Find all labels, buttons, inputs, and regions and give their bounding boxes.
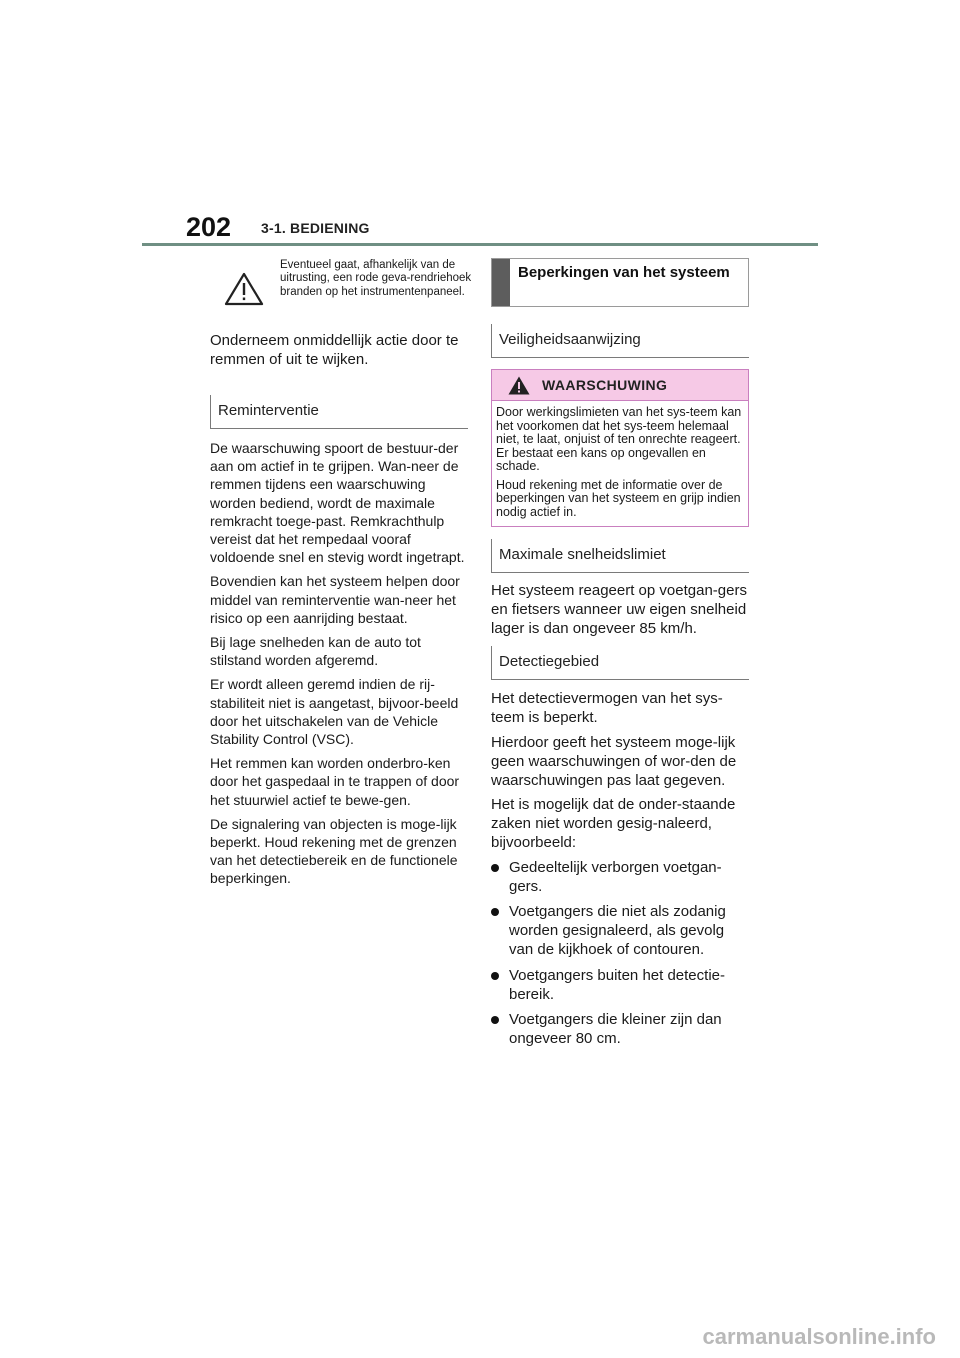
paragraph: De waarschuwing spoort de bestuur-der aan om actief in te grijpen. Wan-neer de remmen tijdens een waarschuwing worden bediend, wordt de maximale remkracht toege-past. Remkrachthulp vereist dat het rempedaal vooraf voldoende snel en stevig wordt ingetrapt. [210,440,465,566]
right-column [491,254,749,1056]
list-item [491,859,749,897]
warning-title: WAARSCHUWING [542,377,668,393]
paragraph: Er wordt alleen geremd indien de rij-stabiliteit niet is aangetast, bijvoor-beeld door het uitschakelen van de Vehicle Stability Control (VSC). [210,676,459,748]
bullet-dot-icon [491,864,499,872]
bullet-dot-icon [491,908,499,916]
detectie-body [491,690,749,1049]
reminterventie-body [210,439,468,888]
bullet-dot-icon [491,972,499,980]
warning-box [491,369,749,527]
warning-paragraph: Door werkingslimieten van het sys-teem kan het voorkomen dat het sys-teem helemaal niet, te laat, onjuist of ten onrechte reageert. Er bestaat een kans op ongevallen en schade. [496,405,742,473]
warning-triangle-icon [224,272,264,306]
list-item-text: Voetgangers die kleiner zijn dan ongeveer 80 cm. [509,1011,722,1048]
subhead-veiligheid: Veiligheidsaanwijzing [491,324,749,358]
section-heading: Beperkingen van het systeem [518,264,730,281]
warning-paragraph: Houd rekening met de informatie over de beperkingen van het systeem en grijp indien nodig actief in. [496,477,741,519]
bullet-list [491,859,749,1049]
list-item [491,967,749,1005]
speed-text: Het systeem reageert op voetgan-gers en fietsers wanneer uw eigen snelheid lager is dan ongeveer 85 km/h. [491,582,747,637]
bullet-dot-icon [491,1016,499,1024]
paragraph: Het detectievermogen van het sys-teem is beperkt. [491,690,723,727]
list-item-text: Voetgangers buiten het detectie-bereik. [509,966,725,1003]
list-item-text: Voetgangers die niet als zodanig worden gesignaleerd, als gevolg van de kijkhoek of contouren. [509,903,726,958]
list-item [491,903,749,959]
paragraph: Bovendien kan het systeem helpen door middel van reminterventie wan-neer het risico op een aanrijding bestaat. [210,573,460,626]
subhead-reminterventie: Reminterventie [210,395,468,429]
section-title: 3-1. BEDIENING [261,220,370,236]
list-item [491,1011,749,1049]
paragraph: Bij lage snelheden kan de auto tot stilstand worden afgeremd. [210,634,421,669]
alert-note [210,254,472,324]
paragraph: Hierdoor geeft het systeem moge-lijk geen waarschuwingen of wor-den de waarschuwingen pas laat gegeven. [491,733,737,789]
paragraph: De signalering van objecten is moge-lijk beperkt. Houd rekening met de grenzen van het detectiebereik en de functionele beperkingen. [210,815,458,887]
lead-text: Onderneem onmiddellijk actie door te remmen of uit te wijken. [210,332,459,368]
section-tab [492,259,510,306]
warning-header [492,370,748,401]
page-number: 202 [186,212,232,242]
paragraph: Het is mogelijk dat de onder-staande zaken niet worden gesig-naleerd, bijvoorbeeld: [491,796,736,851]
warning-triangle-icon [508,376,530,395]
section-heading-box [491,258,749,307]
subhead-snelheid: Maximale snelheidslimiet [491,539,749,573]
left-column [210,254,472,894]
header-rule [142,243,818,246]
list-item-text: Gedeeltelijk verborgen voetgan-gers. [509,858,722,895]
subhead-detectie: Detectiegebied [491,646,749,680]
paragraph: Het remmen kan worden onderbro-ken door het gaspedaal in te trappen of door het stuurwiel actief te bewe-gen. [210,755,460,808]
warning-body [492,401,748,526]
watermark: carmanualsonline.info [702,1324,936,1349]
alert-text: Eventueel gaat, afhankelijk van de uitrusting, een rode geva-rendriehoek branden op het instrumentenpaneel. [280,259,472,298]
